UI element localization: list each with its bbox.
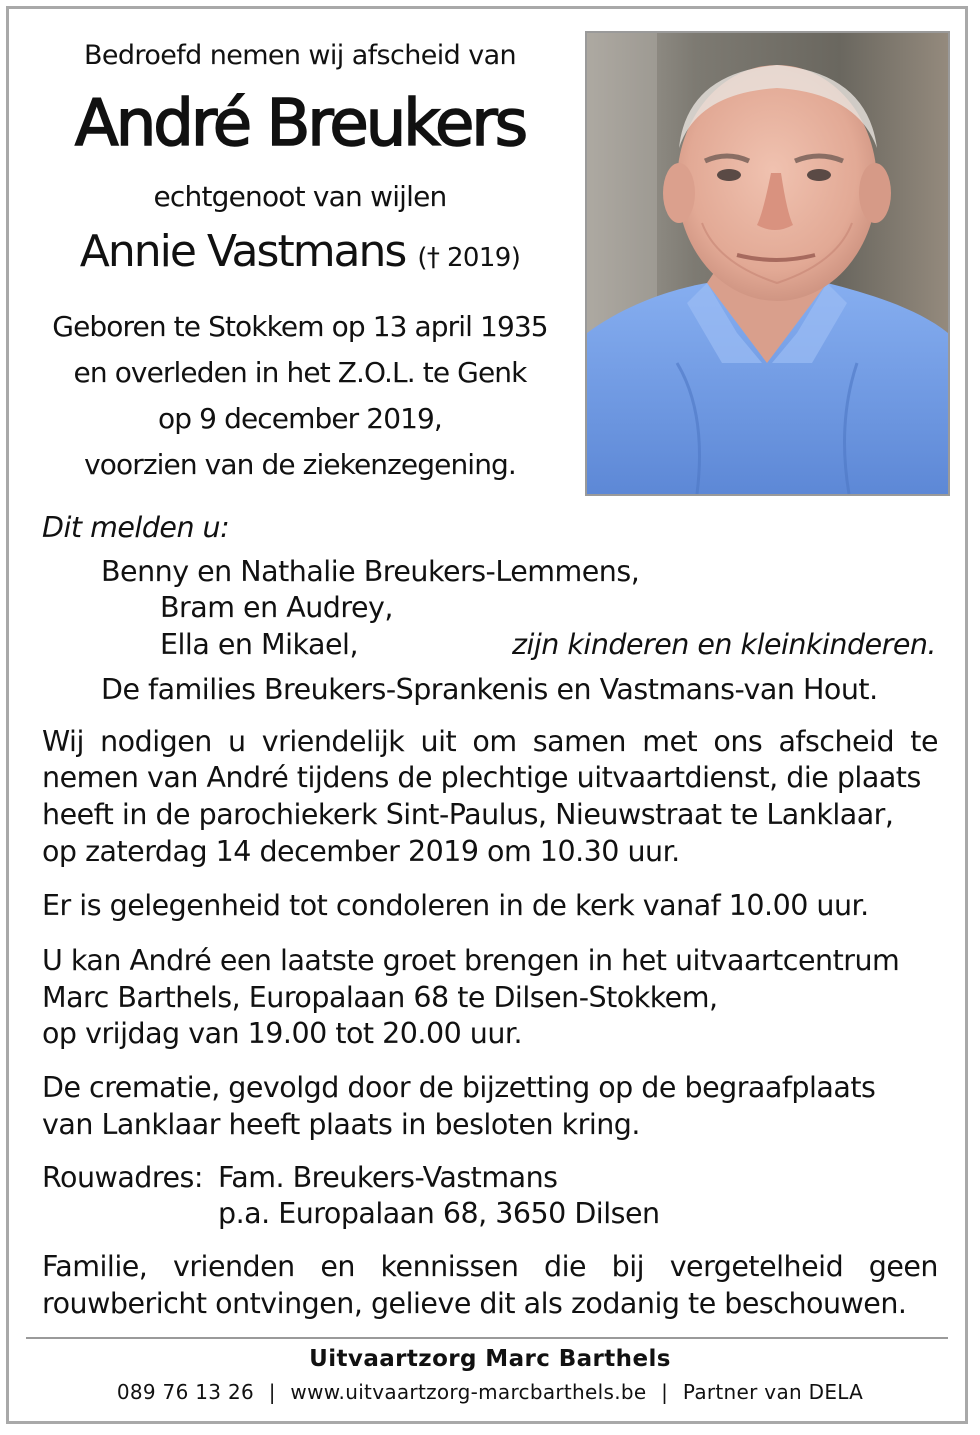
address-line-2: p.a. Europalaan 68, 3650 Dilsen (218, 1197, 660, 1230)
birth-line-2: en overleden in het Z.O.L. te Genk (73, 356, 527, 389)
footer-partner: Partner van DELA (682, 1380, 864, 1404)
spouse-label: echtgenoot van wijlen (153, 180, 447, 213)
intro-text: Bedroefd nemen wij afscheid van (83, 40, 517, 71)
announce-label: Dit melden u: (42, 511, 230, 544)
footer-website[interactable]: www.uitvaartzorg-marcbarthels.be (290, 1380, 647, 1404)
footer-separator-2: | (661, 1380, 669, 1404)
closing-line-1: Familie, vrienden en kennissen die bij vergetelheid geen (42, 1250, 938, 1283)
invite-line-1: Wij nodigen u vriendelijk uit om samen met ons afscheid te (42, 725, 938, 758)
cremation-line-1: De crematie, gevolgd door de bijzetting op de begraafplaats (42, 1071, 876, 1104)
invite-line-2: nemen van André tijdens de plechtige uitvaartdienst, die plaats (42, 761, 921, 794)
address-line-1: Fam. Breukers-Vastmans (218, 1161, 558, 1194)
footer-divider (26, 1337, 948, 1339)
invite-line-4: op zaterdag 14 december 2019 om 10.30 uur. (42, 835, 680, 868)
cremation-line-2: van Lanklaar heeft plaats in besloten kring. (42, 1108, 640, 1141)
birth-line-3: op 9 december 2019, (158, 402, 442, 435)
birth-line-1: Geboren te Stokkem op 13 april 1935 (52, 310, 548, 343)
closing-line-2: rouwbericht ontvingen, gelieve dit als zodanig te beschouwen. (42, 1287, 907, 1320)
portrait-illustration (587, 33, 948, 494)
spouse-name: Annie Vastmans (79, 226, 406, 277)
condolence-text: Er is gelegenheid tot condoleren in de kerk vanaf 10.00 uur. (42, 889, 869, 922)
footer-company: Uitvaartzorg Marc Barthels (309, 1346, 671, 1372)
family-line-1: Benny en Nathalie Breukers-Lemmens, (101, 555, 640, 588)
family-relation: zijn kinderen en kleinkinderen. (512, 628, 936, 661)
birth-line-4: voorzien van de ziekenzegening. (84, 448, 516, 481)
invite-line-3: heeft in de parochiekerk Sint-Paulus, Nieuwstraat te Lanklaar, (42, 798, 894, 831)
visit-line-3: op vrijdag van 19.00 tot 20.00 uur. (42, 1017, 523, 1050)
family-line-4: De families Breukers-Sprankenis en Vastmans-van Hout. (101, 673, 878, 706)
deceased-name: André Breukers (74, 87, 526, 161)
visit-line-2: Marc Barthels, Europalaan 68 te Dilsen-Stokkem, (42, 981, 718, 1014)
address-label: Rouwadres: (42, 1161, 203, 1194)
footer-contact (0, 1380, 980, 1404)
footer-phone: 089 76 13 26 (116, 1380, 255, 1404)
footer-separator-1: | (268, 1380, 276, 1404)
portrait-photo (585, 31, 950, 496)
visit-line-1: U kan André een laatste groet brengen in het uitvaartcentrum (42, 944, 900, 977)
family-line-2: Bram en Audrey, (160, 591, 393, 624)
spouse-death-year: († 2019) (417, 243, 521, 273)
family-line-3: Ella en Mikael, (160, 628, 359, 661)
spouse-line (40, 222, 560, 288)
